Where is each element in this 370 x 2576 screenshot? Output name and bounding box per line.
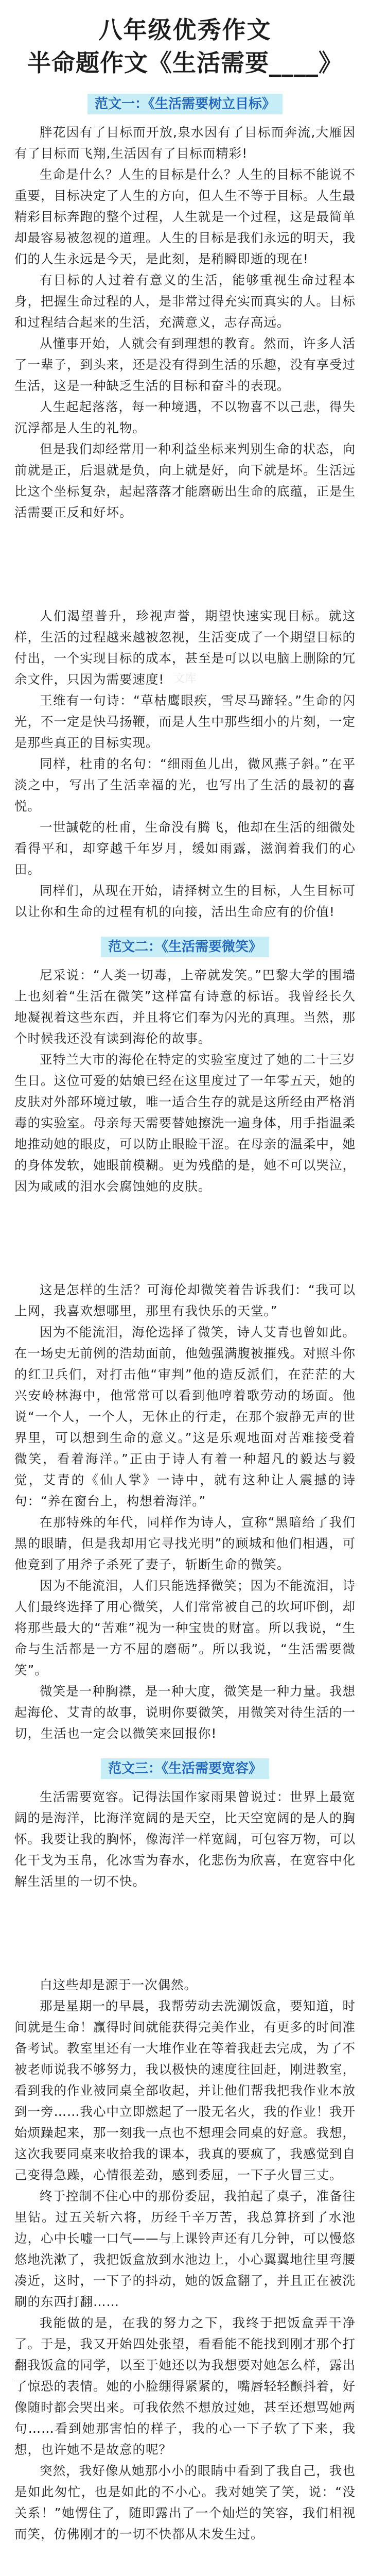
section-heading-label: 范文二：《生活需要微笑》 — [101, 937, 269, 957]
paragraph: 亚特兰大市的海伦在特定的实验室度过了她的二十三岁生日。这位可爱的姑娘已经在这里度过了一年零五天，她的皮肤对外部环境过敏，唯一适合生存的就是这所经由严格消毒的实验室。母亲每天需要替她擦洗一遍身体，用手指温柔地推动她的眼皮，可以防止眼睑干涩。在母亲的温柔中，她的身体发软，她眼前模糊。更为残酷的是，她不可以哭泣，因为咸咸的泪水会腐蚀她的皮肤。 — [14, 1052, 356, 1194]
document-title: 八年级优秀作文 — [98, 16, 272, 44]
paragraph: 胖花因有了目标而开放,泉水因有了目标而奔流,大雁因有了目标而飞翔,生活因有了目标而精彩! — [14, 125, 356, 161]
paragraph: 我能做的是，在我的努力之下，我终于把饭盒弄干净了。于是，我又开始四处张望，看看能不能找到刚才那个打翻我饭盒的同学，以至于她还以为我想要对她怎么样，露出了惊恐的表情。她的小脸绷得紧紧的，嘴唇轻轻颤抖着，好像随时都会哭出来。可我依然不想放过她，甚至还想骂她两句……看到她那害怕的样子，我的心一下子软了下来，我想，也许她不是故意的呢？ — [14, 2315, 356, 2457]
paragraph: 王维有一句诗：“草枯鹰眼疾，雪尽马蹄轻。”生命的闪光，不一定是快马扬鞭，而是人生中那些细小的片刻，一定是那些真正的目标实现。 — [14, 693, 356, 750]
section-heading-label: 范文一：《生活需要树立目标》 — [87, 94, 283, 114]
paragraph: 因为不能流泪，人们只能选择微笑；因为不能流泪，诗人们最终选择了用心微笑，人们常常被自己的坎坷吓倒，却将那些最大的“苦难”视为一种宝贵的财富。所以我说，“生命与生活都是一方不屈的磨砺”。所以我说，“生活需要微笑”。 — [14, 1578, 356, 1677]
paragraph: 在那特殊的年代，同样作为诗人，宣称“黑暗给了我们黑的眼睛，但是我却用它寻找光明”的顾城和他们相遇，可他竟到了用斧子杀死了妻子，斩断生命的微笑。 — [14, 1515, 356, 1572]
page-gap — [0, 1892, 370, 1974]
paragraph: 这是怎样的生活？可海伦却微笑着告诉我们：“我可以上网，我喜欢想哪里，那里有我快乐的天堂。” — [14, 1282, 356, 1318]
section-heading-3 — [0, 1758, 370, 1779]
paragraph: 生命是什么？人生的目标是什么？人生的目标不能说不重要，目标决定了人生的方向，但人生不等于目标。人生最精彩目标奔跑的整个过程，人生就是一个过程，这是最简单却最容易被忽视的道理。人生的目标是我们永远的明天，我们的人生永远是今天，是此刻，是稍瞬即逝的现在! — [14, 167, 356, 266]
document-header — [0, 0, 370, 79]
paragraph: 终于控制不住心中的那份委屈，我拍起了桌子，准备往里钻。过五关斩六将，历经千辛万苦，我总算挤到了水池边，心中长嘘一口气——与上课铃声还有几分钟，可以慢悠悠地洗漱了，我把饭盒放到水池边上，小心翼翼地往里弯腰凑近，这时，一下子的抖动，她的饭盒翻了，并且正在被洗刷的东西打翻…… — [14, 2189, 356, 2309]
paragraph: 一世諴乾的杜甫，生命没有腾飞，他却在生活的细微处看得平和，却穿越千年岁月，缓如雨露，滋润着我们的心田。 — [14, 820, 356, 877]
paragraph: 从懂事开始，人就会有到理想的教育。然而，许多人活了一辈子，到头来，还是没有得到生活的乐趣，没有享受过生活，这是一种缺乏生活的目标和奋斗的表现。 — [14, 336, 356, 393]
paragraph: 微笑是一种胸襟，是一种大度，微笑是一种力量。我想起海伦、艾青的故事，说明你要微笑，用微笑对待生活的一切，生活也一定会以微笑来回报你! — [14, 1684, 356, 1741]
document-subtitle: 半命题作文《生活需要____》 — [27, 49, 343, 77]
paragraph: 那是星期一的早晨，我帮劳动去洗涮饭盒，要知道，时间就是生命！赢得时间就能获得完美作业，有更多的时间准备考试。教室里还有一大堆作业在等着我赶去完成，为了不被老师说我不够努力，我以极快的速度往回赶，刚进教室，看到我的作业被同桌全部收起，并让他们帮我把我作业本放到一旁……我心中立即燃起了一股无名火，我的作业！我开始烦躁起来，那一刻我一点也不想理会同桌的好意。我想，这次我要同桌来收拾我的课本，我真的要疯了，我感觉到自己变得急躁，心情很差劲，感到委屈，一下子火冒三丈。 — [14, 1998, 356, 2182]
paragraph: 但是我们却经常用一种利益坐标来判别生命的状态，向前就是正，后退就是负，向上就是好，向下就是坏。生活远比这个坐标复杂，起起落落才能磨砺出生命的底蕴，正是生活需要正反和好坏。 — [14, 442, 356, 520]
paragraph: 同样们，从现在开始，请择树立生的目标，人生目标可以让你和生命的过程有机的向接，活出生命应有的价值! — [14, 883, 356, 919]
watermark-text: 文库 — [173, 672, 197, 685]
paragraph: 同样，杜甫的名句：“细雨鱼儿出，微风燕子斜。”在平淡之中，写出了生活幸福的光，也写出了生活的最初的喜悦。 — [14, 756, 356, 814]
page-gap — [0, 1197, 370, 1279]
section-heading-label: 范文三：《生活需要宽容》 — [101, 1758, 269, 1779]
paragraph: 突然，我好像从她那小小的眼睛中看到了我自己，我也是如此匆忙，也是如此的不小心。我对她笑了笑，说：“没关系！”她愣住了，随即露出了一个灿烂的笑容，我们相视而笑，仿佛刚才的一切不快都从未发生过。 — [14, 2463, 356, 2541]
paragraph: 人生起起落落，每一种境遇，不以物喜不以己悲，得失沉浮都是人生的礼物。 — [14, 399, 356, 435]
page-gap — [0, 523, 370, 605]
paragraph: 尼采说：“人类一切毒，上帝就发笑。”巴黎大学的围墙上也刻着“生活在微笑”这样富有诗意的标语。我曾经长久地凝视着这些东西，并且将它们奉为闪光的真理。当然，那个时候我还没有读到海伦的故事。 — [14, 968, 356, 1046]
paragraph: 生活需要宽容。记得法国作家雨果曾说过：世界上最宽阔的是海洋，比海洋宽阔的是天空，比天空宽阔的是人的胸怀。我要让我的胸怀，像海洋一样宽阔，可包容万物，可以化干戈为玉帛，化冰雪为春水，化悲伤为欣喜，在宽容中化解生活里的一切不快。 — [14, 1789, 356, 1889]
section-heading-1 — [0, 94, 370, 114]
section-heading-2 — [0, 937, 370, 957]
paragraph: 白这些却是源于一次偶然。 — [40, 1977, 197, 1992]
paragraph: 有目标的人过着有意义的生活，能够重视生命过程本身，把握生命过程的人，是非常过得充实而真实的人。目标和过程结合起来的生活，充满意义，志存高远。 — [14, 273, 356, 330]
page-gap — [0, 2545, 370, 2576]
paragraph: 人们渴望普升，珍视声誉，期望快速实现目标。就这样，生活的过程越来越被忽视，生活变成了一个期望目标的付出，一个实现目标的成本，甚至是可以以电脑上删除的冗余文件，只因为需要速度! — [14, 608, 356, 687]
paragraph: 因为不能流泪，海伦选择了微笑，诗人艾青也曾如此。在一场史无前例的浩劫面前，他勉强满腹被摧残。对照斗你的红卫兵们，对打击他“审判”他的造反派们，在茫茫的大兴安岭林海中，他常常可以看到他哼着歌劳动的场面。他说“一个人，一个人，无休止的行走，在那个寂静无声的世界里，可以想到生命的意义。”这是乐观地面对苦难接受着微笑，看着海洋。”正由于诗人有着一种超凡的毅达与毅觉，艾青的《仙人掌》一诗中，就有这种让人震撼的诗句：“养在窗台上，构想着海洋。” — [14, 1325, 356, 1509]
